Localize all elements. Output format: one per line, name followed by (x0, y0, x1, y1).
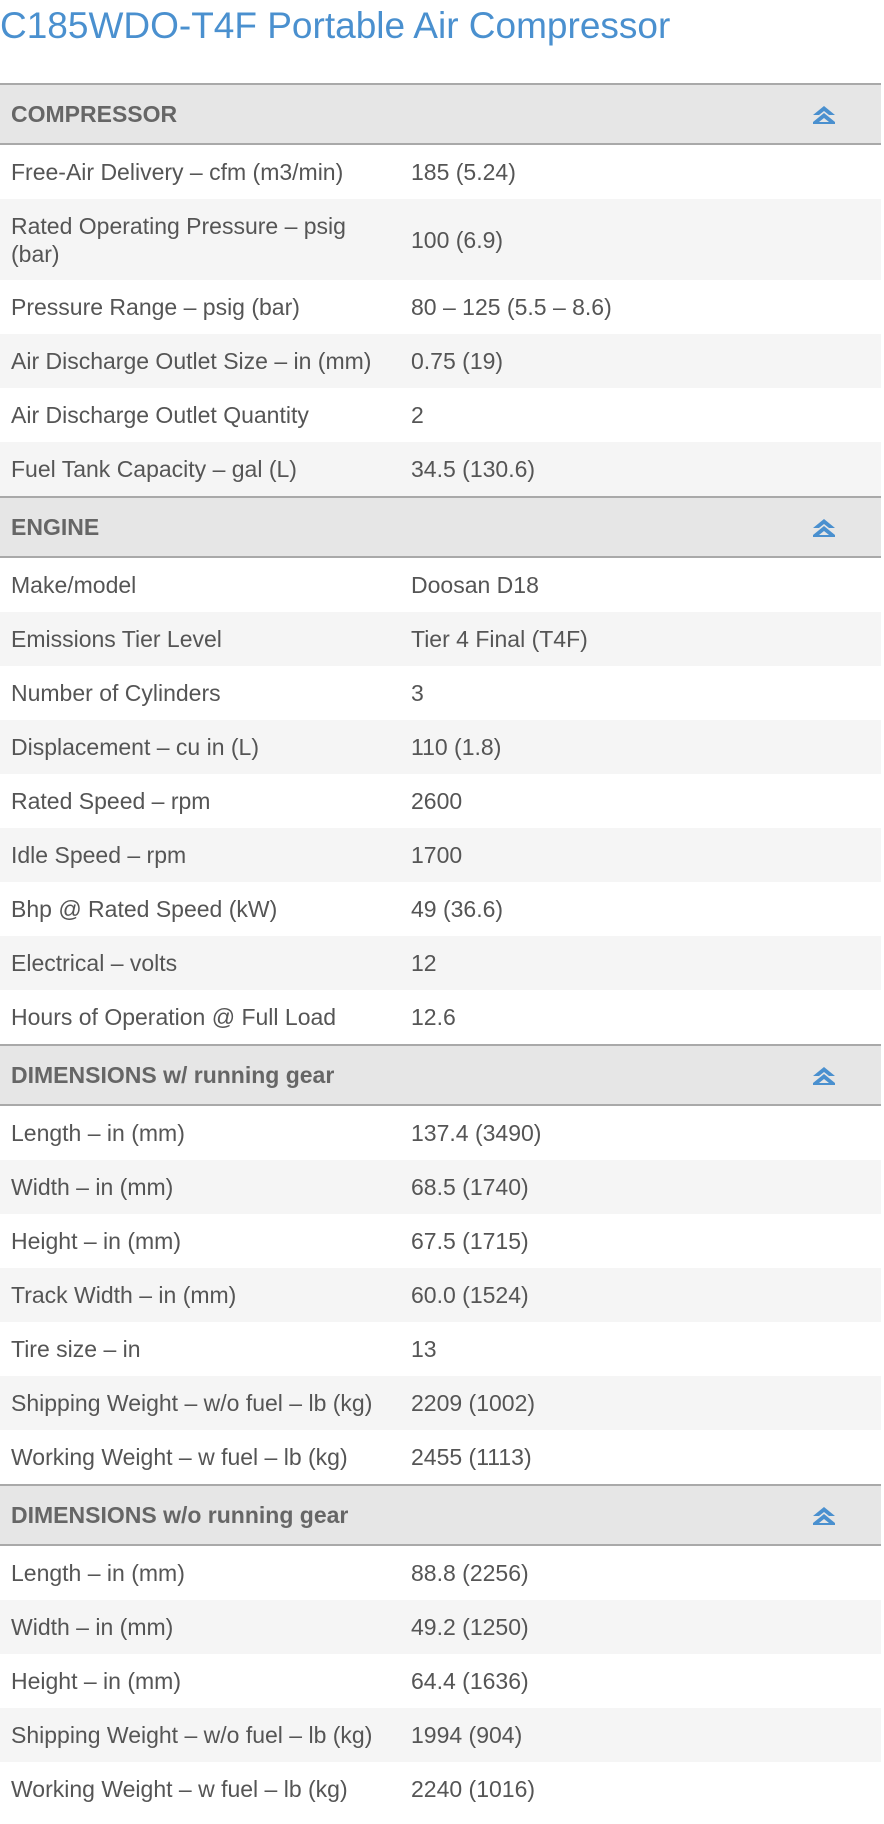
spec-value: 67.5 (1715) (411, 1228, 529, 1254)
spec-row (0, 280, 881, 334)
spec-row (0, 1376, 881, 1430)
spec-label: Rated Operating Pressure – psig (bar) (0, 199, 400, 280)
spec-label: Hours of Operation @ Full Load (11, 1004, 337, 1030)
spec-value: 12.6 (411, 1004, 456, 1030)
section-header-cell (0, 497, 881, 557)
spec-label: Shipping Weight – w/o fuel – lb (kg) (0, 1376, 400, 1430)
spec-value: 100 (6.9) (400, 199, 881, 280)
spec-row (0, 828, 881, 882)
spec-value: Doosan D18 (411, 572, 539, 598)
spec-row (0, 1430, 881, 1485)
spec-value: 34.5 (130.6) (400, 442, 881, 497)
spec-row (0, 557, 881, 612)
spec-row (0, 144, 881, 199)
spec-row (0, 1762, 881, 1816)
spec-row (0, 774, 881, 828)
spec-value: 60.0 (1524) (400, 1268, 881, 1322)
spec-value: 185 (5.24) (411, 159, 516, 185)
spec-value: Tier 4 Final (T4F) (400, 612, 881, 666)
spec-value: 64.4 (1636) (411, 1668, 529, 1694)
spec-row (0, 1545, 881, 1600)
spec-row (0, 612, 881, 666)
spec-row (0, 1600, 881, 1654)
spec-label: Air Discharge Outlet Size – in (mm) (0, 334, 400, 388)
spec-label: Tire size – in (11, 1336, 141, 1362)
spec-row (0, 666, 881, 720)
spec-row (0, 1105, 881, 1160)
collapse-up-arrow-icon[interactable] (811, 517, 837, 537)
section-header-compressor (0, 84, 881, 144)
spec-row (0, 720, 881, 774)
spec-label: Height – in (mm) (11, 1668, 181, 1694)
spec-label: Free-Air Delivery – cfm (m3/min) (11, 159, 344, 185)
spec-value: 2209 (1002) (400, 1376, 881, 1430)
section-heading: DIMENSIONS w/ running gear (11, 1062, 335, 1089)
spec-label: Make/model (11, 572, 137, 598)
spec-label: Idle Speed – rpm (0, 828, 400, 882)
spec-value: 110 (1.8) (400, 720, 881, 774)
page-title: C185WDO-T4F Portable Air Compressor (0, 5, 671, 46)
spec-value: 2 (411, 402, 424, 428)
spec-value: 3 (411, 680, 424, 706)
spec-value: 12 (400, 936, 881, 990)
spec-value: 0.75 (19) (400, 334, 881, 388)
collapse-up-arrow-icon[interactable] (811, 1505, 837, 1525)
spec-row (0, 199, 881, 280)
spec-value: 80 – 125 (5.5 – 8.6) (411, 294, 612, 320)
spec-label: Length – in (mm) (11, 1120, 185, 1146)
spec-label: Pressure Range – psig (bar) (11, 294, 300, 320)
spec-label: Working Weight – w fuel – lb (kg) (11, 1444, 348, 1470)
spec-label: Width – in (mm) (0, 1160, 400, 1214)
spec-value: 2455 (1113) (411, 1444, 532, 1470)
spec-row (0, 1654, 881, 1708)
section-header-cell (0, 1045, 881, 1105)
collapse-up-arrow-icon[interactable] (811, 1065, 837, 1085)
section-header-cell (0, 1485, 881, 1545)
section-heading: ENGINE (11, 514, 100, 541)
spec-label: Length – in (mm) (11, 1560, 185, 1586)
spec-row (0, 388, 881, 442)
spec-value: 2600 (411, 788, 463, 814)
spec-value: 2240 (1016) (411, 1776, 536, 1802)
spec-label: Number of Cylinders (11, 680, 221, 706)
spec-value: 88.8 (2256) (411, 1560, 529, 1586)
spec-row (0, 1322, 881, 1376)
spec-label: Displacement – cu in (L) (0, 720, 400, 774)
spec-row (0, 1268, 881, 1322)
spec-label: Fuel Tank Capacity – gal (L) (0, 442, 400, 497)
spec-row (0, 1160, 881, 1214)
section-heading: COMPRESSOR (11, 101, 178, 128)
spec-label: Width – in (mm) (0, 1600, 400, 1654)
spec-label: Shipping Weight – w/o fuel – lb (kg) (0, 1708, 400, 1762)
spec-label: Height – in (mm) (11, 1228, 181, 1254)
spec-label: Track Width – in (mm) (0, 1268, 400, 1322)
spec-value: 49 (36.6) (411, 896, 504, 922)
spec-label: Rated Speed – rpm (11, 788, 211, 814)
spec-label: Bhp @ Rated Speed (kW) (11, 896, 278, 922)
spec-row (0, 882, 881, 936)
section-heading: DIMENSIONS w/o running gear (11, 1502, 349, 1529)
spec-value: 137.4 (3490) (411, 1120, 542, 1146)
spec-row (0, 1708, 881, 1762)
section-header-cell (0, 84, 881, 144)
spec-value: 1994 (904) (400, 1708, 881, 1762)
spec-row (0, 990, 881, 1045)
spec-row (0, 334, 881, 388)
section-header-engine (0, 497, 881, 557)
spec-label: Working Weight – w fuel – lb (kg) (11, 1776, 348, 1802)
spec-value: 68.5 (1740) (400, 1160, 881, 1214)
section-header-dimensions-w-o-running-gear (0, 1485, 881, 1545)
section-header-dimensions-w-running-gear (0, 1045, 881, 1105)
spec-row (0, 936, 881, 990)
collapse-up-arrow-icon[interactable] (811, 104, 837, 124)
spec-label: Electrical – volts (0, 936, 400, 990)
spec-row (0, 442, 881, 497)
spec-value: 49.2 (1250) (400, 1600, 881, 1654)
spec-value: 1700 (400, 828, 881, 882)
spec-row (0, 1214, 881, 1268)
spec-table (0, 83, 881, 1816)
spec-label: Air Discharge Outlet Quantity (11, 402, 309, 428)
spec-label: Emissions Tier Level (0, 612, 400, 666)
spec-value: 13 (411, 1336, 437, 1362)
